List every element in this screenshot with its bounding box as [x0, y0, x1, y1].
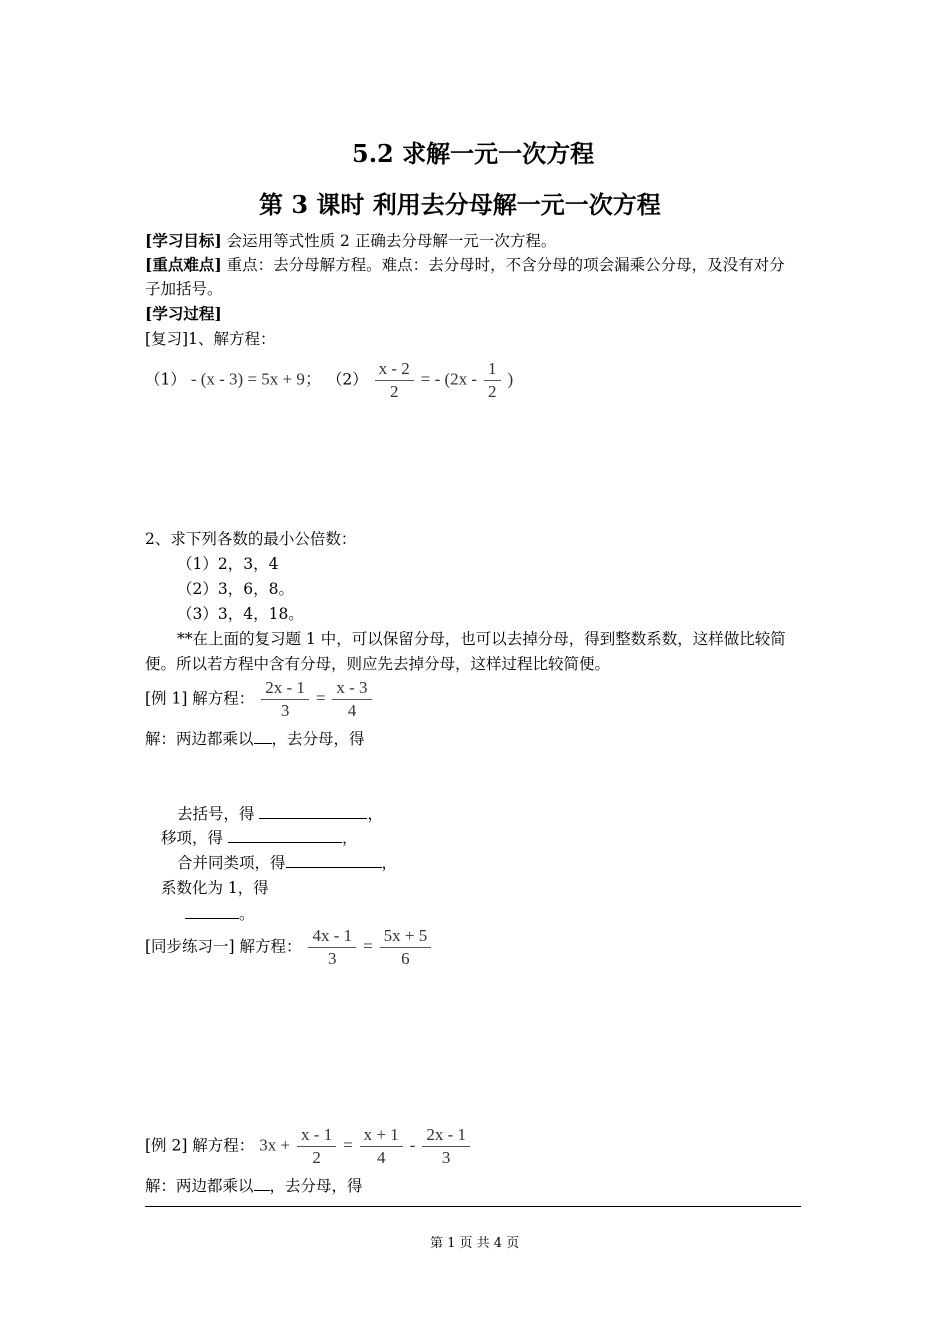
example2-solution: 解：两边都乘以 ，去分母，得	[145, 1177, 363, 1195]
example2-equation	[145, 1124, 472, 1169]
page-title: 5.2 求解一元一次方程	[352, 139, 595, 168]
objective-line	[145, 229, 556, 251]
answer-blank[interactable]	[254, 1176, 270, 1191]
example2-label: [例 2] 解方程：	[145, 1136, 255, 1155]
practice1-label: [同步练习一] 解方程：	[145, 937, 302, 956]
objective-text: 会运用等式性质 2 正确去分母解一元一次方程。	[221, 232, 557, 250]
answer-blank[interactable]	[259, 804, 367, 819]
lesson-subtitle: 第 3 课时 利用去分母解一元一次方程	[259, 190, 661, 219]
step-final: 。	[185, 902, 255, 924]
lcm-note: **在上面的复习题 1 中，可以保留分母，也可以去掉分母，得到整数系数，这样做比较简	[177, 630, 786, 648]
keypoints-line	[145, 253, 785, 275]
answer-blank[interactable]	[254, 729, 272, 744]
lcm-item: （3）3，4，18。	[177, 605, 304, 623]
equals-sign: =	[363, 936, 373, 956]
review-equations	[145, 358, 513, 403]
example1-solution: 解：两边都乘以 ，去分母，得	[145, 730, 365, 748]
step-move: 移项，得 ，	[161, 829, 358, 847]
eq1: - (x - 3) = 5x + 9；	[190, 369, 322, 389]
page-footer: 第 1 页 共 4 页	[430, 1236, 520, 1251]
eq1-prefix: （1）	[145, 370, 186, 389]
eq2-end: )	[507, 369, 514, 389]
practice1-rhs: $\frac{5x + 5}{6}$	[380, 925, 432, 970]
lcm-heading: 2、求下列各数的最小公倍数：	[145, 530, 357, 548]
footer-divider	[145, 1206, 801, 1207]
lcm-item: （2）3，6，8。	[177, 580, 294, 598]
step-normalize: 系数化为 1，得	[161, 879, 269, 897]
keypoints-line-2: 子加括号。	[145, 280, 223, 298]
example1-label: [例 1] 解方程：	[145, 689, 255, 708]
equals-sign: =	[343, 1135, 353, 1155]
keypoints-label: [重点难点]	[145, 255, 222, 274]
eq2-half-fraction: $\frac{1}{2}$	[484, 358, 501, 403]
example2-fraction-2: $\frac{x + 1}{4}$	[360, 1124, 403, 1169]
eq2-fraction: $\frac{x - 2}{2}$	[375, 358, 414, 403]
answer-blank[interactable]	[185, 904, 239, 919]
example2-fraction-3: $\frac{2x - 1}{3}$	[422, 1124, 470, 1169]
eq2-prefix: （2）	[326, 370, 368, 389]
minus-sign: -	[409, 1135, 416, 1155]
answer-blank[interactable]	[286, 853, 382, 868]
practice1-lhs: $\frac{4x - 1}{3}$	[308, 925, 356, 970]
equals-sign: =	[315, 688, 326, 708]
step-combine: 合并同类项，得 ，	[177, 854, 398, 872]
example1-lhs: $\frac{2x - 1}{3}$	[261, 677, 309, 722]
lcm-item: （1）2，3，4	[177, 555, 279, 573]
eq2-middle: = - (2x -	[420, 369, 478, 389]
answer-blank[interactable]	[228, 828, 342, 843]
review-heading: [复习]1、解方程：	[145, 330, 276, 348]
step-expand: 去括号，得 ，	[177, 805, 383, 823]
example2-lead: 3x +	[259, 1135, 291, 1155]
example2-fraction-1: $\frac{x - 1}{2}$	[297, 1124, 336, 1169]
objective-label: [学习目标]	[145, 231, 222, 250]
process-label: [学习过程]	[145, 304, 222, 323]
lcm-note-2: 便。所以若方程中含有分母，则应先去掉分母，这样过程比较简便。	[145, 655, 611, 673]
example1-rhs: $\frac{x - 3}{4}$	[332, 677, 371, 722]
keypoints-text: 重点：去分母解方程。难点：去分母时，不含分母的项会漏乘公分母，及没有对分	[221, 256, 785, 274]
example1-equation	[145, 677, 374, 722]
practice1-equation	[145, 925, 433, 970]
